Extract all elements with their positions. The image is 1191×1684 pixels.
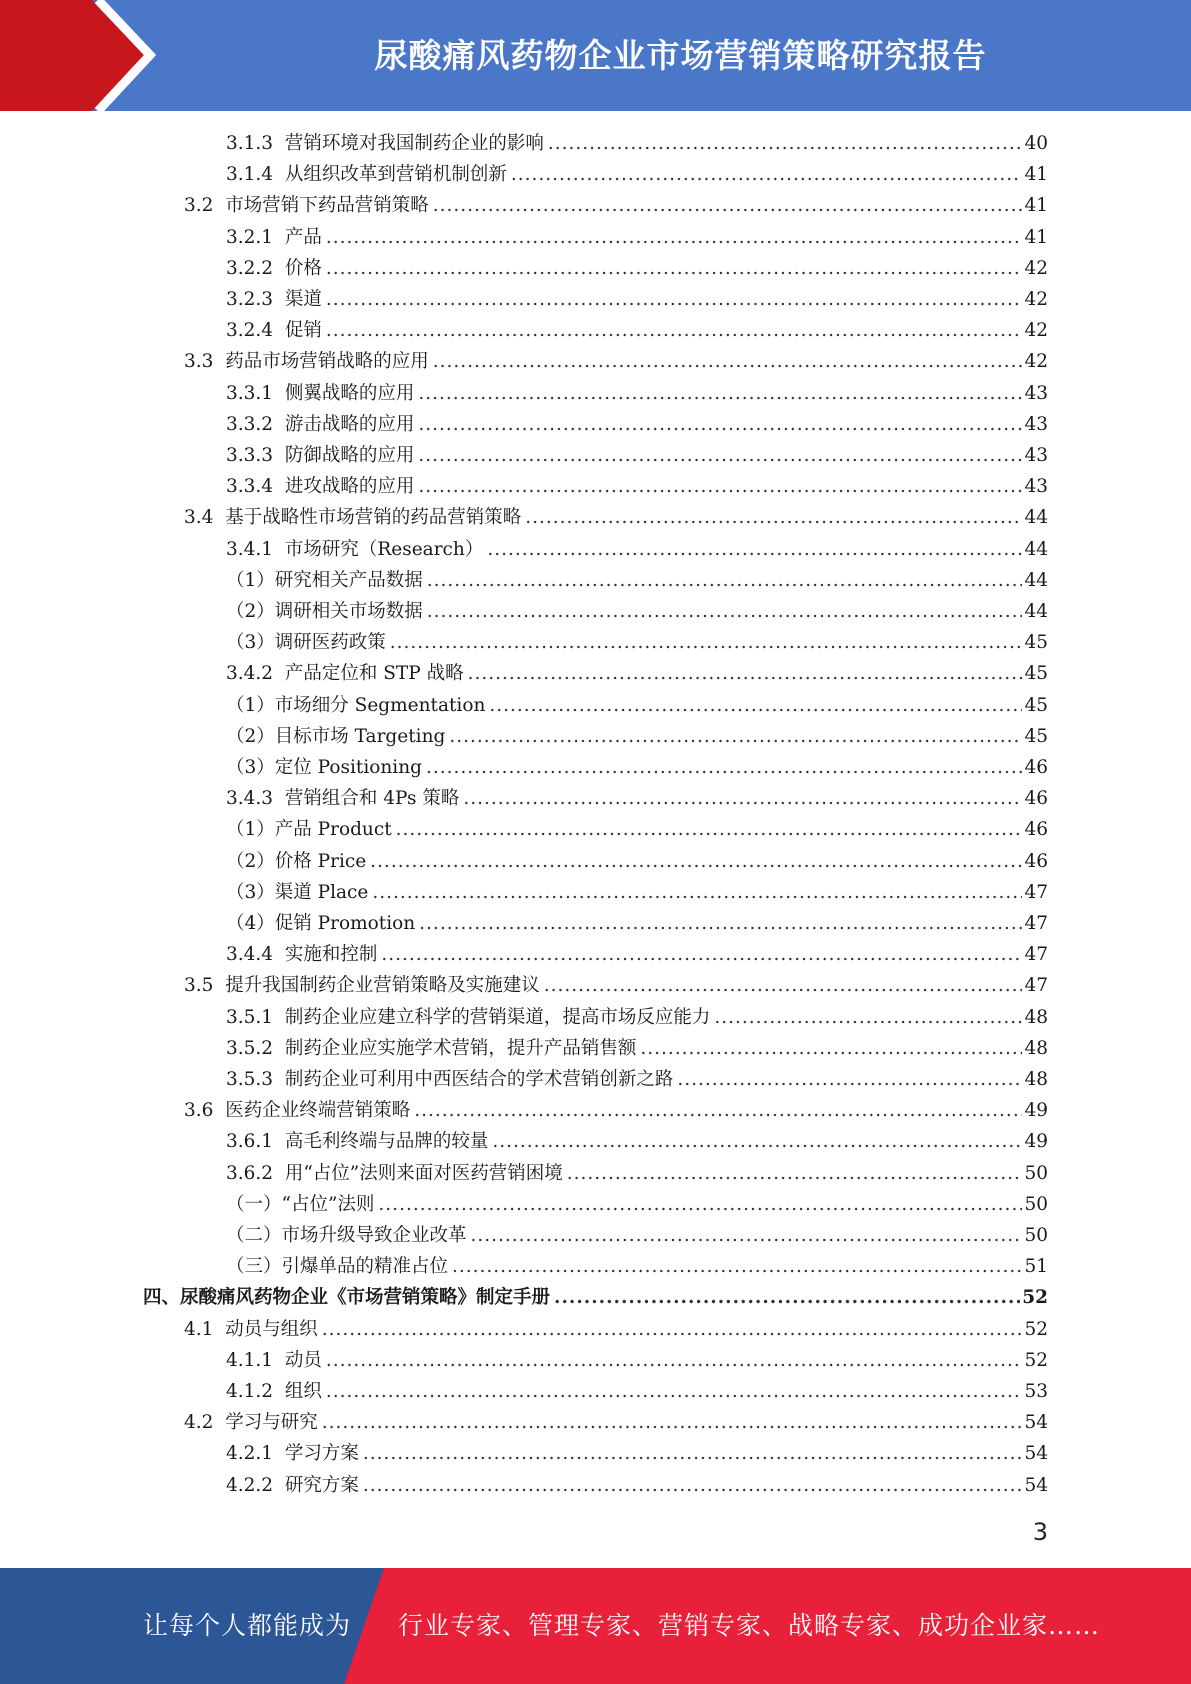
toc-entry-number: 3.6	[184, 1100, 214, 1122]
toc-entry-page: 50	[1024, 1225, 1048, 1246]
toc-entry[interactable]	[226, 284, 1048, 315]
toc-entry-page: 43	[1024, 413, 1048, 435]
toc-leader-dots	[567, 1158, 1023, 1189]
toc-entry[interactable]	[226, 752, 1048, 783]
toc-entry-title: 营销组合和 4Ps 策略	[284, 788, 460, 810]
toc-entry-title: 高毛利终端与品牌的较量	[284, 1131, 489, 1153]
toc-entry[interactable]	[226, 1438, 1048, 1469]
toc-entry-title: 制药企业应建立科学的营销渠道，提高市场反应能力	[284, 1006, 711, 1028]
toc-entry-page: 43	[1024, 476, 1048, 498]
toc-entry-page: 40	[1024, 133, 1048, 154]
toc-entry[interactable]	[226, 1470, 1048, 1501]
page-number: 3	[1032, 1518, 1048, 1546]
toc-entry[interactable]	[226, 1064, 1048, 1095]
toc-entry-title: 防御战略的应用	[284, 445, 415, 466]
toc-entry-title: 促销	[284, 320, 322, 342]
toc-leader-dots	[554, 1282, 1020, 1313]
toc-entry-number: 3.3.4	[226, 476, 274, 498]
toc-leader-dots	[418, 378, 1022, 409]
toc-leader-dots	[396, 814, 1023, 845]
toc-entry-page: 44	[1024, 569, 1048, 591]
toc-entry-number: 4.2	[184, 1412, 214, 1434]
toc-entry-title: 产品定位和 STP 战略	[284, 663, 464, 685]
toc-entry[interactable]	[184, 970, 1048, 1001]
toc-entry[interactable]	[226, 471, 1048, 502]
toc-entry-page: 44	[1024, 601, 1048, 622]
toc-entry-page: 47	[1024, 881, 1048, 903]
toc-entry[interactable]	[226, 596, 1048, 627]
toc-entry-page: 46	[1024, 757, 1048, 778]
toc-leader-dots	[418, 440, 1022, 471]
toc-leader-dots	[433, 190, 1023, 221]
toc-entry-number: 4.1	[184, 1318, 214, 1340]
toc-entry-title: 制药企业应实施学术营销，提升产品销售额	[284, 1037, 637, 1059]
toc-entry-title: （1）市场细分 Segmentation	[226, 694, 486, 716]
toc-entry-page: 41	[1024, 164, 1048, 186]
toc-entry-number: 4.1.1	[226, 1349, 274, 1371]
toc-entry-page: 47	[1024, 913, 1048, 934]
toc-leader-dots	[418, 409, 1022, 440]
toc-entry[interactable]	[226, 440, 1048, 471]
page-header	[0, 0, 1191, 111]
toc-entry-number: 3.4.3	[226, 788, 274, 810]
toc-leader-dots	[677, 1064, 1022, 1095]
arrow-chevron-icon	[0, 0, 160, 111]
toc-leader-dots	[525, 502, 1022, 533]
toc-entry-number: 3.5.3	[226, 1069, 274, 1090]
report-title: 尿酸痛风药物企业市场营销策略研究报告	[374, 36, 987, 75]
footer-slogan-left: 让每个人都能成为	[143, 1611, 352, 1640]
toc-entry-title: （三）引爆单品的精准占位	[226, 1256, 449, 1278]
toc-entry-title: 市场营销下药品营销策略	[225, 195, 429, 217]
toc-entry[interactable]	[184, 1314, 1048, 1345]
toc-entry-number: 3.1.3	[226, 133, 274, 154]
toc-leader-dots	[492, 1126, 1022, 1157]
toc-entry[interactable]	[226, 222, 1048, 253]
toc-entry-title: 组织	[284, 1381, 322, 1402]
toc-entry-page: 53	[1024, 1381, 1048, 1402]
toc-leader-dots	[372, 877, 1022, 908]
toc-entry-number: 3.6.1	[226, 1131, 274, 1153]
toc-entry-page: 42	[1024, 289, 1048, 310]
toc-entry[interactable]	[226, 939, 1048, 970]
toc-entry-title: 实施和控制	[284, 944, 378, 966]
toc-entry-number: 3.4.4	[226, 944, 274, 966]
toc-entry-page: 48	[1024, 1069, 1048, 1090]
toc-entry-number: 3.5.2	[226, 1037, 274, 1059]
toc-entry-number: 3.3.3	[226, 445, 274, 466]
toc-entry-number: 4.2.2	[226, 1474, 274, 1496]
toc-entry-title: 进攻战略的应用	[284, 476, 415, 498]
toc-entry-title: （1）产品 Product	[226, 819, 392, 841]
toc-entry[interactable]	[226, 378, 1048, 409]
toc-entry-title: 价格	[284, 257, 322, 279]
toc-entry[interactable]	[184, 346, 1048, 377]
toc-entry-page: 51	[1024, 1256, 1048, 1278]
toc-entry[interactable]	[226, 1002, 1048, 1033]
toc-leader-dots	[363, 1470, 1023, 1501]
toc-entry-page: 48	[1024, 1006, 1048, 1028]
toc-leader-dots	[381, 939, 1022, 970]
toc-entry[interactable]	[226, 128, 1048, 159]
toc-leader-dots	[390, 627, 1023, 658]
toc-entry-title: （1）研究相关产品数据	[226, 569, 423, 591]
toc-entry[interactable]	[226, 565, 1048, 596]
toc-leader-dots	[378, 1189, 1022, 1220]
toc-entry-number: 3.4.2	[226, 663, 274, 685]
toc-leader-dots	[471, 1220, 1023, 1251]
toc-entry[interactable]	[226, 1251, 1048, 1282]
toc-entry-title: （4）促销 Promotion	[226, 913, 416, 934]
toc-entry-number: 3.3	[184, 351, 214, 373]
toc-leader-dots	[489, 690, 1022, 721]
toc-entry-title: 动员	[284, 1349, 322, 1371]
toc-entry-title: （2）目标市场 Targeting	[226, 725, 446, 747]
toc-entry[interactable]	[226, 253, 1048, 284]
toc-entry-page: 46	[1024, 819, 1048, 841]
toc-entry-page: 46	[1024, 788, 1048, 810]
toc-leader-dots	[427, 596, 1023, 627]
toc-entry-page: 46	[1024, 850, 1048, 872]
toc-leader-dots	[449, 721, 1022, 752]
toc-entry[interactable]	[226, 814, 1048, 845]
toc-entry-page: 47	[1024, 944, 1048, 966]
toc-leader-dots	[326, 315, 1023, 346]
toc-leader-dots	[418, 471, 1022, 502]
toc-entry[interactable]	[226, 1033, 1048, 1064]
toc-leader-dots	[426, 752, 1022, 783]
toc-entry-title: （3）渠道 Place	[226, 881, 369, 903]
toc-entry-number: 3.2.3	[226, 289, 274, 310]
toc-entry-page: 42	[1024, 351, 1048, 373]
toc-leader-dots	[468, 658, 1023, 689]
toc-entry-page: 43	[1024, 445, 1048, 466]
toc-entry-page: 52	[1022, 1287, 1048, 1309]
toc-entry-title: （3）调研医药政策	[226, 632, 386, 654]
toc-entry-title: 医药企业终端营销策略	[225, 1100, 411, 1122]
page-footer	[0, 1568, 1191, 1684]
toc-entry-title: 提升我国制药企业营销策略及实施建议	[225, 975, 540, 997]
toc-leader-dots	[487, 534, 1022, 565]
toc-leader-dots	[511, 159, 1023, 190]
toc-entry-title: （一）“占位”法则	[226, 1193, 375, 1215]
toc-entry[interactable]	[226, 1220, 1048, 1251]
toc-entry[interactable]	[226, 1158, 1048, 1189]
toc-entry-page: 45	[1024, 632, 1048, 654]
toc-entry[interactable]	[226, 877, 1048, 908]
toc-entry-number: 3.3.2	[226, 413, 274, 435]
toc-entry-number: 3.6.2	[226, 1162, 274, 1184]
toc-entry[interactable]	[226, 159, 1048, 190]
toc-leader-dots	[452, 1251, 1022, 1282]
toc-entry-title: 基于战略性市场营销的药品营销策略	[225, 507, 522, 529]
toc-entry[interactable]	[226, 690, 1048, 721]
toc-leader-dots	[433, 346, 1023, 377]
toc-leader-dots	[363, 1438, 1023, 1469]
toc-entry-number: 4.1.2	[226, 1381, 274, 1402]
toc-entry[interactable]	[226, 409, 1048, 440]
toc-entry-title: 用“占位”法则来面对医药营销困境	[284, 1162, 563, 1184]
toc-entry-number: 3.2	[184, 195, 214, 217]
toc-entry[interactable]	[226, 1189, 1048, 1220]
toc-entry-number: 3.4	[184, 507, 214, 529]
toc-leader-dots	[326, 222, 1023, 253]
toc-entry-title: 渠道	[284, 289, 322, 310]
toc-entry-page: 45	[1024, 725, 1048, 747]
toc-entry-title: 制药企业可利用中西医结合的学术营销创新之路	[284, 1069, 674, 1090]
toc-leader-dots	[714, 1002, 1022, 1033]
toc-entry-number: 3.4.1	[226, 538, 274, 560]
toc-leader-dots	[322, 1314, 1023, 1345]
toc-entry-title: （二）市场升级导致企业改革	[226, 1225, 467, 1246]
toc-entry-title: 产品	[284, 226, 322, 248]
toc-leader-dots	[419, 908, 1022, 939]
toc-entry-title: 药品市场营销战略的应用	[225, 351, 429, 373]
toc-entry-page: 50	[1024, 1193, 1048, 1215]
toc-entry[interactable]	[184, 1095, 1048, 1126]
toc-entry[interactable]	[226, 1126, 1048, 1157]
toc-entry[interactable]	[226, 534, 1048, 565]
toc-entry-title: 研究方案	[284, 1474, 359, 1496]
toc-entry[interactable]	[226, 908, 1048, 939]
toc-entry-title: （2）调研相关市场数据	[226, 601, 423, 622]
toc-entry-number: 3.5.1	[226, 1006, 274, 1028]
toc-entry-page: 50	[1024, 1162, 1048, 1184]
toc-entry-title: 侧翼战略的应用	[284, 382, 415, 404]
toc-entry-page: 42	[1024, 320, 1048, 342]
toc-leader-dots	[370, 846, 1022, 877]
toc-entry-title: （2）价格 Price	[226, 850, 367, 872]
toc-entry-page: 49	[1024, 1100, 1048, 1122]
toc-entry-number: 3.5	[184, 975, 214, 997]
toc-leader-dots	[414, 1095, 1022, 1126]
toc-leader-dots	[326, 284, 1023, 315]
toc-entry[interactable]	[226, 783, 1048, 814]
toc-entry-page: 43	[1024, 382, 1048, 404]
toc-entry-page: 52	[1024, 1349, 1048, 1371]
toc-entry-page: 41	[1024, 226, 1048, 248]
toc-entry[interactable]	[184, 502, 1048, 533]
toc-entry-title: （3）定位 Positioning	[226, 757, 422, 778]
toc-entry-page: 54	[1024, 1412, 1048, 1434]
toc-entry-title: 营销环境对我国制药企业的影响	[284, 133, 544, 154]
toc-entry-page: 41	[1024, 195, 1048, 217]
toc-entry-page: 45	[1024, 663, 1048, 685]
toc-leader-dots	[544, 970, 1023, 1001]
toc-entry[interactable]	[184, 190, 1048, 221]
toc-entry-page: 54	[1024, 1474, 1048, 1496]
toc-entry-title: 动员与组织	[225, 1318, 318, 1340]
toc-leader-dots	[326, 1345, 1023, 1376]
toc-entry-page: 52	[1024, 1318, 1048, 1340]
toc-entry[interactable]	[143, 1282, 1048, 1313]
toc-entry-page: 48	[1024, 1037, 1048, 1059]
toc-entry-number: 3.2.2	[226, 257, 274, 279]
toc-entry[interactable]	[226, 1376, 1048, 1407]
toc-leader-dots	[322, 1407, 1023, 1438]
toc-entry-title: 游击战略的应用	[284, 413, 415, 435]
toc-leader-dots	[463, 783, 1022, 814]
toc-leader-dots	[326, 253, 1023, 284]
toc-leader-dots	[548, 128, 1023, 159]
toc-entry-title: 从组织改革到营销机制创新	[284, 164, 507, 186]
toc-entry-number: 3.3.1	[226, 382, 274, 404]
toc-entry[interactable]	[226, 315, 1048, 346]
toc-entry[interactable]	[226, 846, 1048, 877]
toc-entry-page: 44	[1024, 507, 1048, 529]
toc-entry-page: 45	[1024, 694, 1048, 716]
toc-entry-title: 学习方案	[284, 1443, 359, 1465]
toc-entry[interactable]	[226, 658, 1048, 689]
toc-entry-number: 4.2.1	[226, 1443, 274, 1465]
toc-leader-dots	[427, 565, 1023, 596]
toc-leader-dots	[326, 1376, 1023, 1407]
toc-entry[interactable]	[184, 1407, 1048, 1438]
toc-entry-number: 3.2.4	[226, 320, 274, 342]
toc-entry-page: 44	[1024, 538, 1048, 560]
toc-entry-title: 学习与研究	[225, 1412, 318, 1434]
toc-entry-number: 3.2.1	[226, 226, 274, 248]
toc-entry-number: 3.1.4	[226, 164, 274, 186]
toc-entry-page: 47	[1024, 975, 1048, 997]
toc-entry[interactable]	[226, 721, 1048, 752]
toc-entry-title: 市场研究（Research）	[284, 538, 484, 560]
toc-leader-dots	[640, 1033, 1022, 1064]
toc-entry-page: 49	[1024, 1131, 1048, 1153]
toc-entry-page: 42	[1024, 257, 1048, 279]
footer-slogan-right: 行业专家、管理专家、营销专家、战略专家、成功企业家……	[398, 1611, 1101, 1640]
toc-entry-page: 54	[1024, 1443, 1048, 1465]
toc-entry[interactable]	[226, 1345, 1048, 1376]
toc-entry-title: 四、尿酸痛风药物企业《市场营销策略》制定手册	[143, 1287, 551, 1309]
toc-entry[interactable]	[226, 627, 1048, 658]
